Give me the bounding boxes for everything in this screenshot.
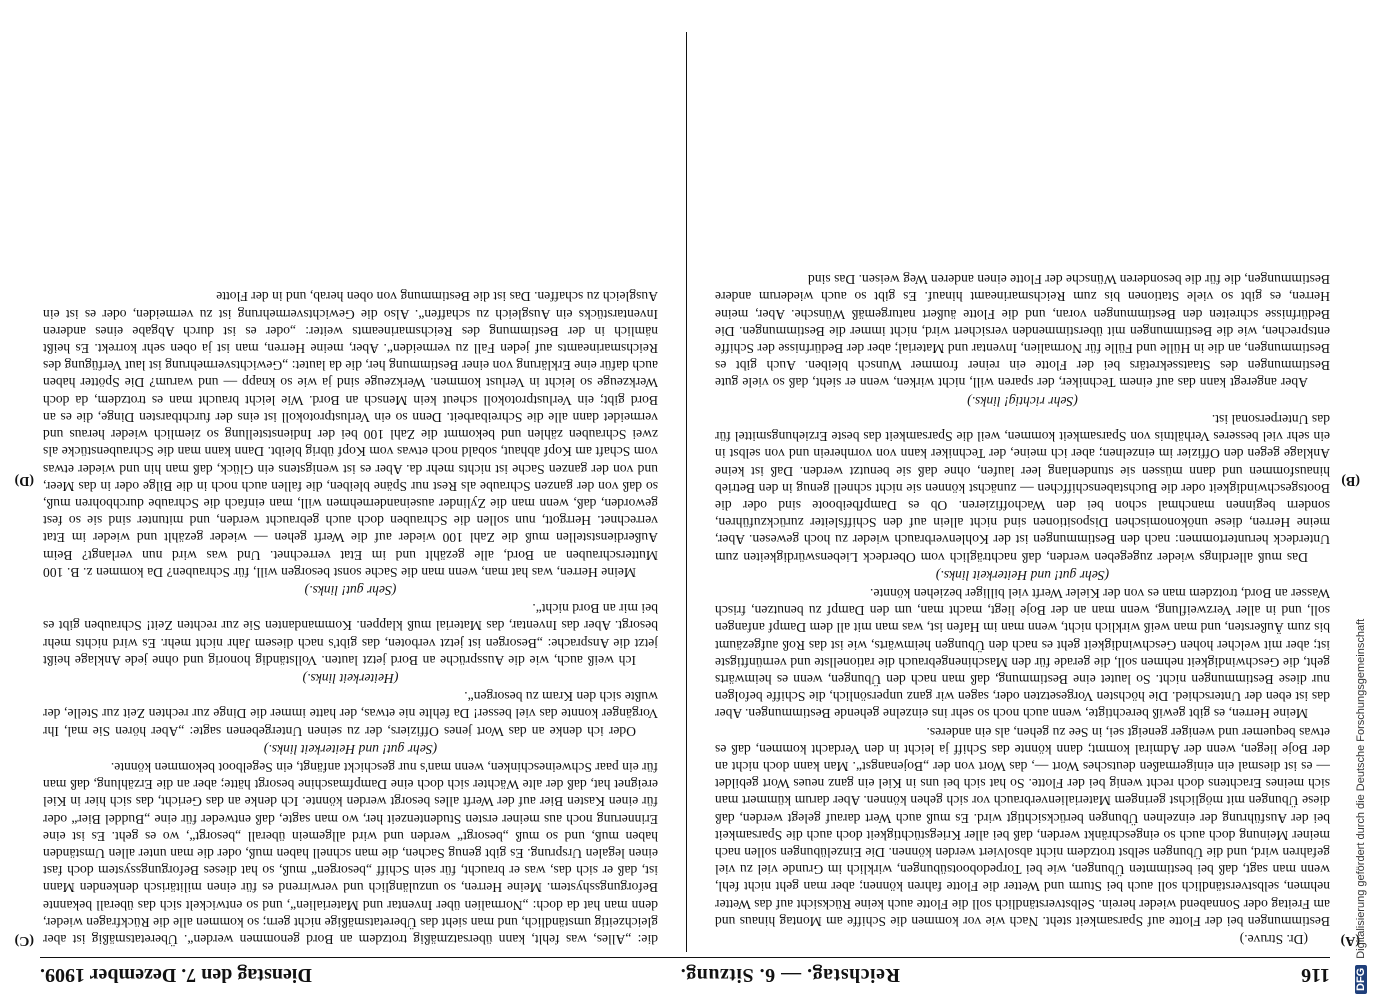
speaker-label: (Dr. Struve.) bbox=[1239, 932, 1308, 947]
interjection: (Sehr richtig! links.) bbox=[967, 393, 1078, 409]
credit-text: Digitalisierung gefördert durch die Deutsche Forschungsgemeinschaft bbox=[1355, 618, 1367, 959]
margin-marker-c: (C) bbox=[14, 933, 34, 948]
margin-marker-d: (D) bbox=[14, 473, 34, 488]
paragraph: Bestimmungen bei der Flotte auf Sparsamkeit steht. Nach wie vor kommen die Schiffe am Montag hinaus und am Freitag oder Sonnabend wieder herein. Selbstverständlich soll die Flotte auch keine Rücksicht auf das Wetter nehmen, selbstverständlich soll auch bei Sturm und Wetter die Flotte fahren können; aber man geht nicht fehl, wenn man sagt, daß bei bestimmten Übungen, wie bei Torpedobootsübungen, wirklich im Grunde viel zu viel gefahren wird, und die Übungen selbst trotzdem nicht absolviert werden können. Die Einzelübungen sollen nach meiner Meinung doch auch so eingeschränkt werden, daß bei aller Kriegstüchtigkeit doch auch die Sparsamkeit bei der Ausführung der einzelnen Übungen berücksichtigt wird. Es muß auch Wert darauf gelegt werden, daß diese Übungen mit möglichst geringem Materialienverbrauch vor sich gehen können. Aber darum kümmert man sich meines Erachtens doch recht wenig bei der Flotte. So hat sich bei uns in Kiel ein ganz neues Wort gebildet — es ist diesmal ein einigermaßen deutsches Wort —, das Wort von der „Bojenangst“. Man kann doch nicht an der Boje liegen, wenn der Admiral kommt; dann könnte das Schiff ja leicht in den Verdacht kommen, daß es etwas bequemer und weniger geneigt sei, in See zu gehen, als ein anderes. bbox=[715, 724, 1330, 929]
column-divider bbox=[686, 32, 687, 952]
right-column bbox=[43, 38, 658, 948]
credit-line bbox=[1355, 0, 1367, 1000]
paragraph: Oder ich denke an das Wort jenes Offiziers, der zu seinen Untergebenen sagte: „Aber hören Sie mal, Ihr Vorgänger konnte das viel besser! Da fehlte nie etwas, der hatte immer die Dinge zur rechten Zeit zur Stelle, der wußte sich den Kram zu besorgen“. bbox=[43, 689, 658, 739]
interjection: (Sehr gut! und Heiterkeit links.) bbox=[935, 567, 1110, 583]
paragraph: Das muß allerdings wieder zugegeben werden, daß nachträglich vom Oberdeck Liebenswürdigkeiten zum Unterdeck heruntertommen: nach den Bestimmungen ist der Kohlenverbrauch wieder zu hoch gewesen. Aber, meine Herren, diese unökonomischen Dispositionen sind nicht allein auf den Schiffsleiter zurückzuführen, sondern beginnen manchmal schon bei den Wachoffizieren. Ob es Dampfbeiboote sind oder die Bootsgeschwindigkeit oder die Buchstabenschiffchen — zunächst können sie nicht schnell genug in den Betrieb hinausfommen und dann müssen sie stundenlang leer laufen, ohne daß sie benutzt werden. Daß ist keine Anklage gegen den Offizier im einzelnen; aber ich meine, der Techniker kann von vornherein und von selbst in ein sehr viel besseres Verhältnis von Sparsamkeit kommen, weil die Sparsamkeit das beste Erziehungsmittel für das Unterpersonal ist. bbox=[715, 411, 1330, 565]
page-date: Dienstag den 7. Dezember 1909. bbox=[40, 964, 312, 986]
page-title: Reichstag. — 6. Sitzung. bbox=[680, 964, 900, 986]
document-page bbox=[14, 28, 1360, 988]
paragraph: Meine Herren, es gibt gewiß berechtigte, wenn auch noch so sehr ins einzelne gehende Bestimmungen. Aber das ist eben der Unterschied. Die höchsten Vorgesetzten oder, sagen wir ganz unpersönlich, die Schiffe befolgen nur diese Bestimmungen nicht. So lautet eine Bestimmung, daß man nach den Übungen, wenn es heimwärts geht, die Geschwindigkeit nehmen soll, die gerade für den Maschinengebrauch die rationellste und vernünftigste ist; aber mit welcher hohen Geschwindigkeit geht es nach den Übungen heimwärts, wie ist das Roß aufgezäumt bis zum Äußersten, und man weiß wirklich nicht, wenn man im Hafen ist, was man mit all dem Dampf anfangen soll, und in aller Verzweiflung, wenn man an der Boje liegt, macht man, um den Dampf zu benutzen, frisch Wasser an Bord, trotzdem man es von der Kieler Werft viel billiger beziehen könnte. bbox=[715, 585, 1330, 722]
interjection: (Sehr gut! und Heiterkeit links.) bbox=[263, 741, 438, 757]
paragraph: die: „Alles, was fehlt, kann übersatzmäßig trotzdem an Bord genommen werden“. Überetatsmäßig ist aber gleichzeitig umständlich, und man sieht das Überetatsmäßige nicht gern; so kommen alle die Rückfragen wieder, denn man hat da doch: „Normalien über Inventar und Materialien“, und so entwickelt sich das überall bekannte Beforgungsshystem. Meine Herren, so unzulänglich und verwirrend es für einen militärisch denkenden Mann ist, daß er sich das, was er braucht, für sein Schiff „besorgen“ muß, so hat dieses Beforgungssystem doch fast einen legalen Ursprung. Es gibt genug Sachen, die man schnell haben muß, oder die man unter allen Umständen haben muß, und so muß „besorgt“ werden und wird allgemein überall „besorgt“, wo es geht. Es ist eine Erinnerung noch aus meiner ersten Studentenzeit her, wo man sagte, daß entweder für eine „Buddel Bier“ oder für einen Kasten Bier auf der Werft alles besorgt werden könnte. Ich denke an das Gericht, das sich hier in Kiel ereignet hat, daß der alte Wächter sich doch eine Dampfmaschine besorgt hätte; aber an die Erzählung, daß man für ein paar Schweineschinken, wenn man's nur geschickt anfängt, ein Segelboot bekommen könnte. bbox=[43, 759, 658, 947]
dfg-logo: DFG bbox=[1355, 965, 1367, 994]
page-header bbox=[40, 958, 1330, 988]
margin-marker-a: (A) bbox=[1340, 933, 1360, 948]
interjection: (Heiterkeit links.) bbox=[302, 670, 399, 686]
paragraph: Aber angeregt kann das auf einem Techniker, der sparen will, nicht wirken, wenn er sieht, daß so viele gute Bestimmungen des Staatssekretärs bei der Flotte ein reiner frommer Wunsch bleiben. Auch gibt es Bestimmungen, an die in Hülle und Fülle für Normalien, Inventar und Material; aber der Bedürfnisse der Schiffe entsprechen, wie die Bestimmungen mit überstimmenden versichert wird, nicht immer die Bestimmungen. Die Bedürfnisse schreiten den Bestimmungen voran, und die Flotte äußert naturgemäß Wünsche. Aber, meine Herren, es gibt so viele Stationen bis zum Reichsmarineamt hinauf. Es gibt so auch wiederum andere Bestimmungen, die für die besonderen Wünsche der Flotte einen anderen Weg weisen. Das sind bbox=[715, 272, 1330, 391]
paragraph: Ich weiß auch, wie die Aussprüche an Bord jetzt lauten. Vollständig honorig und ohne jede Anklage heißt jetzt die Ansprache: „Besorgen ist jetzt verboten, das gibt's nach diesem Jahr nicht mehr. Es wird nichts mehr besorgt. Aber das Inventar, das Material muß klappen. Kommandanten Sie zur rechten Zeit! Schrauben gibt es bei mir an Bord nicht“. bbox=[43, 601, 658, 668]
digitization-credit bbox=[1355, 0, 1379, 1000]
left-column bbox=[715, 38, 1330, 948]
paragraph: Meine Herren, was hat man, wenn man die Sache sonst besorgen will, für Schrauben? Da kommen z. B. 100 Mutterschrauben an Bord, alle gezählt und im Etat verrechnet. Und was wird nun verlangt? Beim Außerdienststellen muß die Zahl 100 wieder auf die Werft gehen — wieder gezählt und wieder im Etat verrechnet. Herrgott, nun sollen die Schrauben doch auch gebraucht werden, und mitunter sind sie so fest geworden, daß, wenn man die Zylinder auseinandernehmen will, man einfach die Schraube durchbohren muß, so daß von der ganzen Schraube als Rest nur Späne bleiben, die fallen auch noch in die Bilge oder in das Meer, und von der ganzen Sache ist nichts mehr da. Aber es ist wenigstens ein Glück, daß man hin und wieder etwas vom Schaft am Kopf abhaut, sobald noch etwas vom Kopf übrig bleibt. Dann kann man die Schraubenstücke als zwei Schrauben zählen und bekommt die Zahl 100 bei der Indienststellung so ziemlich wieder heraus und vermeidet dann alle die Schreibarbeit. Denn so ein Verlustprotokoll ist eins der furchtbarsten Dinge, die es an Bord gibt; ein Verlustprotokoll scheut kein Mensch an Bord. Wie leicht braucht man es trotzdem, da doch Werkzeuge so leicht in Verlust kommen. Werkzeuge sind ja wie so knapp — und warum? Die Spötter haben auch dafür eine Erklärung von einer Bestimmung her, die da lautet: „Gewichtsvermehrung ist laut Verfügung des Reichsmarineamts auf jeden Fall zu vermeiden“. Aber, meine Herren, man ist ja oben sehr korrekt. Es heißt nämlich in der Bestimmung des Reichsmarineamts weiter: „oder es ist durch Abgabe eines anderen Inventarstücks ein Ausgleich zu schaffen“. Also die Gewichtsvermehrung ist zu vermeiden, oder es ist ein Ausgleich zu schaffen. Das ist die Bestimmung von oben herab, und in der Flotte bbox=[43, 289, 658, 580]
interjection: (Sehr gut! links.) bbox=[304, 582, 397, 598]
page-number: 116 bbox=[1301, 964, 1330, 986]
header-rule bbox=[40, 957, 1330, 958]
margin-marker-b: (B) bbox=[1341, 473, 1360, 488]
